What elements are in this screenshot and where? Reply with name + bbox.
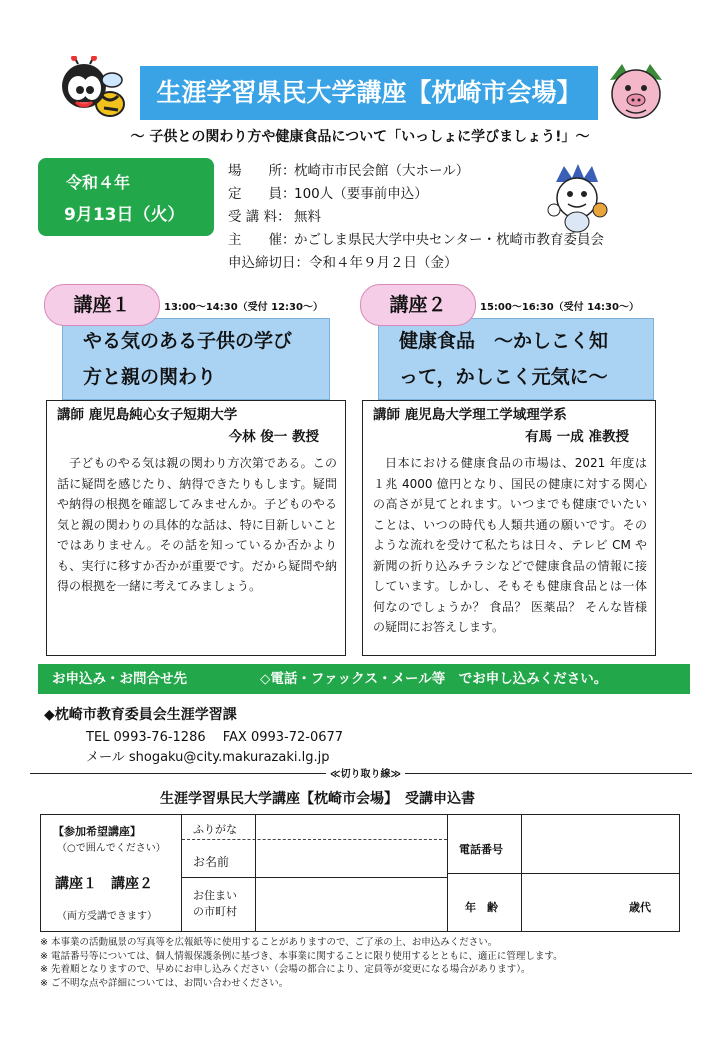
lecture2-instructor-name: 有馬 一成 准教授 xyxy=(525,429,629,445)
phone-field[interactable] xyxy=(523,816,677,872)
info-row: 主 催：かごしま県民大学中央センター・枕崎市教育委員会 xyxy=(228,232,604,248)
age-suffix: 歳代 xyxy=(629,901,651,914)
lecture1-instructor-name: 今林 俊一 教授 xyxy=(228,429,319,445)
name-label: お名前 xyxy=(193,855,230,869)
organization: ◆枕崎市教育委員会生涯学習課 xyxy=(44,707,237,723)
phone-fax: TEL 0993-76-1286 FAX 0993-72-0677 xyxy=(86,730,344,745)
info-row: 受 講 料： 無料 xyxy=(228,209,321,225)
date-badge xyxy=(38,158,214,236)
lecture2-instructor: 講師 鹿児島大学理工学域理学系 xyxy=(373,407,567,423)
info-row: 申込締切日：令和４年９月２日（金） xyxy=(228,255,458,271)
address-label-2: の市町村 xyxy=(193,905,237,918)
date-day: 9月13日（火） xyxy=(64,205,185,225)
course-header: 【参加希望講座】 xyxy=(53,825,141,838)
page-title: 生涯学習県民大学講座【枕崎市会場】 xyxy=(140,66,598,120)
furigana-label: ふりがな xyxy=(193,823,237,836)
lecture2-tag: 講座２ xyxy=(360,284,476,326)
course-options[interactable]: 講座１ 講座２ xyxy=(55,876,153,892)
lecture1-details xyxy=(46,400,346,656)
application-form xyxy=(40,814,680,932)
address-field[interactable] xyxy=(257,879,445,929)
subtitle: ～ 子供との関わり方や健康食品について「いっしょに学びましょう!」～ xyxy=(130,129,590,145)
name-field[interactable] xyxy=(257,841,445,876)
info-row: 場 所：枕崎市市民会館（大ホール） xyxy=(228,163,470,179)
lecture2-description: 日本における健康食品の市場は、2021 年度は１兆 4000 億円となり、国民の健康に対する関心の高さが見てとれます。いつまでも健康でいたいことは、いつの時代も人類共通の願いです。そのような流れを受けて私たちは日々、テレビ CM や新聞の折り込みチラシなどで健康食品の情報に接しています。しかし、そもそも健康食品とは一体何なのでしょうか？ 食品？ 医薬品？ そんな皆様の疑問にお答えします。 xyxy=(373,456,647,634)
bee-mascot-icon xyxy=(52,56,126,126)
age-label: 年 齢 xyxy=(465,901,498,914)
phone-label: 電話番号 xyxy=(459,843,503,856)
lecture1-instructor: 講師 鹿児島純心女子短期大学 xyxy=(57,407,238,423)
email-address[interactable]: メール shogaku@city.makurazaki.lg.jp xyxy=(86,750,330,765)
date-year: 令和４年 xyxy=(66,173,131,192)
info-row: 定 員：100人（要事前申込） xyxy=(228,186,428,202)
lecture1-description: 子どものやる気は親の関わり方次第である。この話に疑問を感じたり、納得できたりもします。疑問や納得の根拠を確認してみませんか。子どものやる気と親の関わりの具体的な話は、特に目新しいことではありません。その話を知っているか否かよりも、実行に移すか否かが重要です。だから疑問や納得の根拠を一緒に考えてみましょう。 xyxy=(57,456,337,593)
event-info xyxy=(228,160,604,275)
lecture2-time: 15:00～16:30（受付 14:30～） xyxy=(480,302,639,313)
lecture1-tag: 講座１ xyxy=(44,284,160,326)
form-title: 生涯学習県民大学講座【枕崎市会場】 受講申込書 xyxy=(160,791,475,807)
lecture1-time: 13:00～14:30（受付 12:30～） xyxy=(164,302,323,313)
course-hint: （○で囲んでください） xyxy=(57,843,166,854)
lecture2-topic: 健康食品 ～かしこく知 って，かしこく元気に～ xyxy=(378,318,654,400)
lecture2-details xyxy=(362,400,656,656)
lecture1-topic: やる気のある子供の学び 方と親の関わり xyxy=(62,318,330,400)
contact-methods: ◇電話・ファックス・メール等 でお申し込みください。 xyxy=(260,671,608,687)
cut-line-label: ≪切り取り線≫ xyxy=(326,765,405,780)
address-label: お住まい xyxy=(193,889,237,902)
notes: ※ 本事業の活動風景の写真等を広報紙等に使用することがありますので、ご了承の上、お申込みください。 ※ 電話番号等については、個人情報保護条例に基づき、本事業に関することに限り使用するとともに、適正に管理します。 ※ 先着順となりますので、早めにお申し込みください（会場の都合により、定員等が変更になる場合があります）。 ※ ご不明な点や詳細については、お問い合わせください。 xyxy=(40,937,563,989)
contact-heading: お申込み・お問合せ先 xyxy=(52,671,187,687)
contact-bar xyxy=(38,664,690,694)
pig-mascot-icon xyxy=(604,60,668,122)
course-note: （両方受講できます） xyxy=(57,911,157,922)
furigana-field[interactable] xyxy=(257,816,445,838)
